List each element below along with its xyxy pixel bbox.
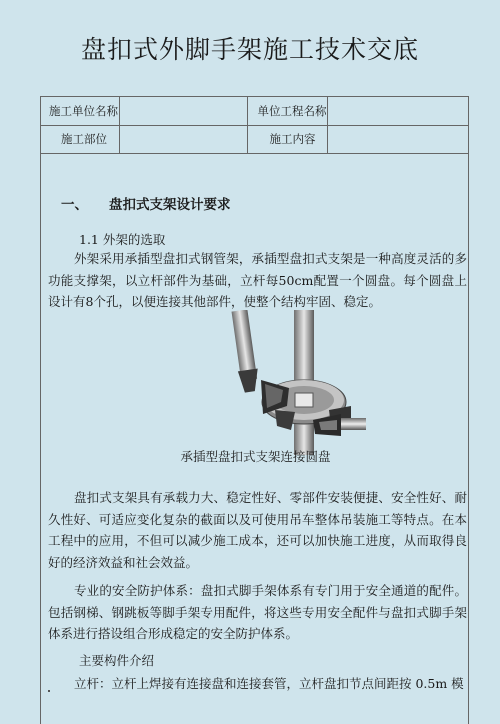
value-unit-project[interactable] bbox=[327, 97, 468, 125]
section-heading bbox=[61, 193, 231, 213]
subsection-1-1: 1.1 外架的选取 bbox=[79, 232, 166, 247]
info-row-2 bbox=[41, 125, 468, 153]
label-construction-part: 施工部位 bbox=[41, 125, 119, 153]
label-construction-unit: 施工单位名称 bbox=[41, 97, 119, 125]
paragraph-3: 专业的安全防护体系：盘扣式脚手架体系有专门用于安全通道的配件。包括钢梯、钢跳板等脚手架专用配件，将这些专用安全配件与盘扣式脚手架体系进行搭设组合形成稳定的安全防护体系。 bbox=[48, 583, 467, 641]
info-row-1 bbox=[41, 97, 468, 125]
value-construction-content[interactable] bbox=[327, 125, 468, 153]
document-body bbox=[40, 96, 469, 724]
margin-dot bbox=[48, 690, 50, 692]
section-title: 盘扣式支架设计要求 bbox=[109, 197, 231, 213]
subsection-components: 主要构件介绍 bbox=[79, 653, 155, 668]
paragraph-4: 立杆：立杆上焊接有连接盘和连接套管，立杆盘扣节点间距按 0.5m 模 bbox=[74, 676, 464, 691]
paragraph-2: 盘扣式支架具有承载力大、稳定性好、零部件安装便捷、安全性好、耐久性好、可适应变化复杂的截面以及可使用吊车整体吊装施工等特点。在本工程中的应用，不但可以减少施工成本，还可以加快施工进度，从而取得良好的经济效益和社会效益。 bbox=[48, 490, 467, 570]
value-construction-unit[interactable] bbox=[119, 97, 247, 125]
page-title: 盘扣式外脚手架施工技术交底 bbox=[80, 35, 419, 64]
figure-caption: 承插型盘扣式支架连接圆盘 bbox=[180, 449, 331, 464]
disc-connection-figure bbox=[191, 310, 366, 455]
section-number: 一、 bbox=[61, 197, 88, 213]
label-construction-content: 施工内容 bbox=[247, 125, 327, 153]
info-table bbox=[41, 97, 468, 154]
label-unit-project: 单位工程名称 bbox=[247, 97, 327, 125]
value-construction-part[interactable] bbox=[119, 125, 247, 153]
paragraph-1: 外架采用承插型盘扣式钢管架，承插型盘扣式支架是一种高度灵活的多功能支撑架，以立杆部件为基础，立杆每50cm配置一个圆盘。每个圆盘上设计有8个孔，以便连接其他部件，使整个结构牢固、稳定。 bbox=[48, 251, 467, 309]
